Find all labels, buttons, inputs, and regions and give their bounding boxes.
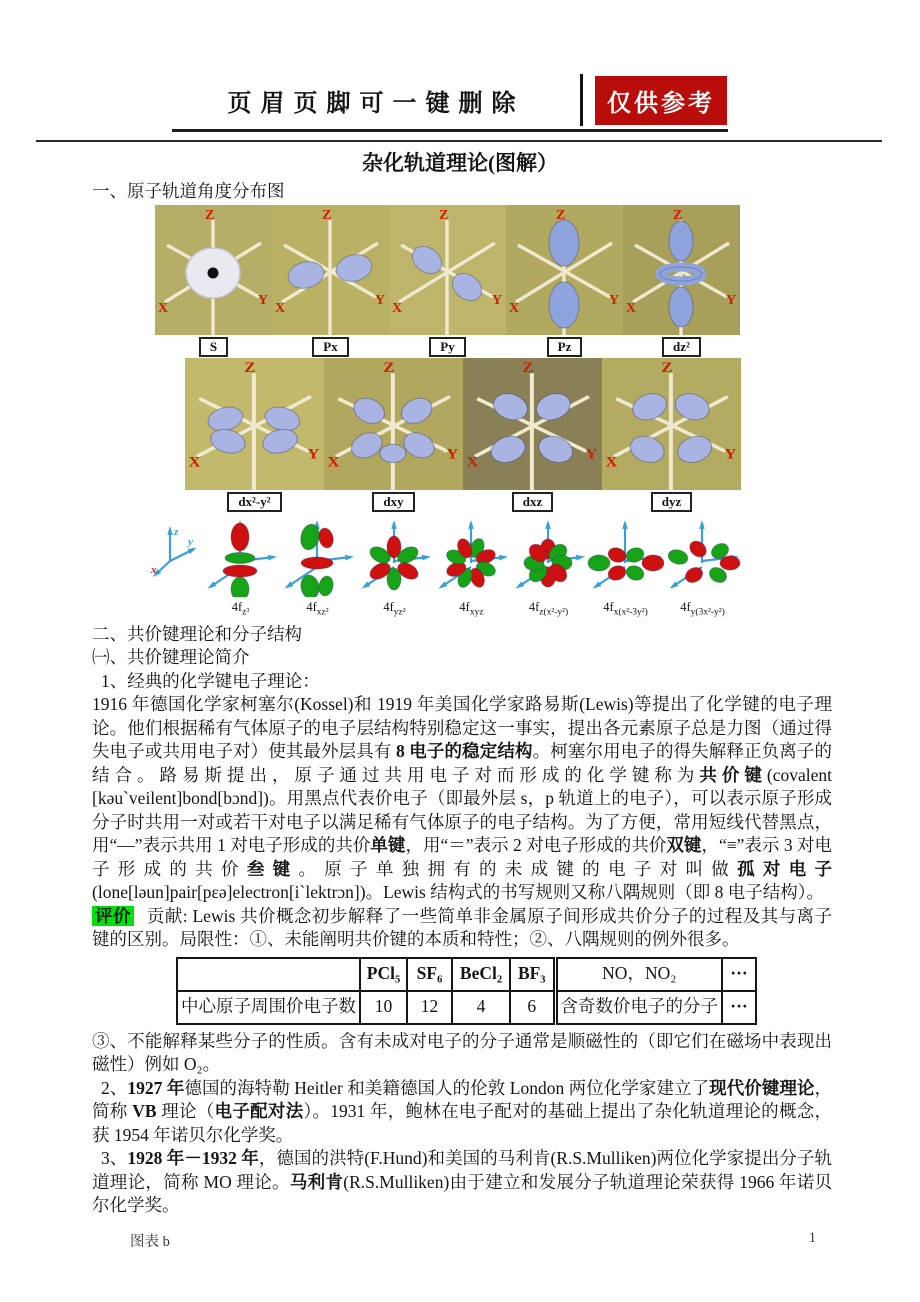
f-label-base: 4f xyxy=(603,600,614,614)
table-cell: 10 xyxy=(360,991,407,1024)
text-segment: 。原子单独拥有的未成键的电子对叫做 xyxy=(298,858,738,879)
f-orbital-label-fz3 xyxy=(232,601,250,620)
svg-text:X: X xyxy=(158,301,169,316)
f-axes-glyph xyxy=(150,517,202,588)
svg-text:Z: Z xyxy=(439,208,449,223)
svg-text:X: X xyxy=(626,301,637,316)
evaluation-highlight: 评价 xyxy=(92,906,134,926)
f-orbital-cell-fzx2y2 xyxy=(510,517,587,620)
svg-text:Y: Y xyxy=(446,446,459,463)
valence-electron-table xyxy=(176,957,757,1025)
orbital-label-dxy: dxy xyxy=(372,492,414,512)
svg-text:Y: Y xyxy=(258,293,269,308)
svg-text:X: X xyxy=(188,454,201,471)
orbital-label-dxz: dxz xyxy=(512,492,554,512)
f-orbital-image-fzx2y2 xyxy=(510,517,587,602)
f-orbital-cell-fxyz xyxy=(433,517,510,620)
f-orbital-cell-fxx23y2 xyxy=(587,517,664,620)
section-heading-covalent: 二、共价键理论和分子结构 xyxy=(92,623,302,644)
section-heading-orbitals: 一、原子轨道角度分布图 xyxy=(92,181,285,201)
table-cell: 4 xyxy=(452,991,510,1024)
text-segment: ，简称 xyxy=(92,1077,833,1121)
f-orbital-image-fxz2 xyxy=(279,517,356,602)
orbital-cell-s xyxy=(155,205,272,358)
f-orbital-row xyxy=(150,517,920,620)
orbital-label-px: Px xyxy=(312,337,348,357)
text-segment: 理论（ xyxy=(156,1101,215,1121)
f-label-subscript: yz² xyxy=(393,607,406,618)
f-label-base: 4f xyxy=(383,600,394,614)
header-note: 页眉页脚可一键删除 xyxy=(227,90,525,117)
orbital-label-dz2: dz² xyxy=(662,337,701,357)
f-orbital-image-fz3 xyxy=(202,517,279,602)
text-segment: 德国的海特勒 Heitler 和美籍德国人的伦敦 London 两位化学家建立了 xyxy=(184,1077,710,1098)
f-label-subscript: z³ xyxy=(242,607,250,618)
svg-text:X: X xyxy=(466,454,479,471)
table-cell: PCl₅ xyxy=(360,958,407,991)
f-label-base: 4f xyxy=(306,600,317,614)
paragraph-limitation-3: ③、不能解释某些分子的性质。含有未成对电子的分子通常是顺磁性的（即它们在磁场中表现出磁性）例如 O₂。 xyxy=(92,1030,832,1074)
table-cell: SF₆ xyxy=(407,958,452,991)
text-segment: 马利肯 xyxy=(289,1171,344,1192)
svg-text:X: X xyxy=(509,301,520,316)
paragraph-evaluation xyxy=(92,905,832,952)
orbital-label-row xyxy=(272,335,389,358)
f-orbital-image-fxx23y2 xyxy=(587,517,664,602)
svg-text:Y: Y xyxy=(726,293,737,308)
page-header xyxy=(0,0,920,142)
text-segment: 1928 年－1932 年 xyxy=(127,1148,259,1168)
text-segment: 现代价键理论 xyxy=(709,1077,815,1098)
f-orbital-label-fxz2 xyxy=(306,601,328,620)
text-segment: (lone[ləun]pair[pɛə]electron[i`lektrɔn])。Lewis 结构式的书写规则又称八隅规则（即 8 电子结构）。 xyxy=(92,882,824,902)
table-cell: BF₃ xyxy=(510,958,555,991)
f-orbital-label-fzx2y2 xyxy=(529,601,568,620)
paragraph-1928-mo-theory xyxy=(92,1147,832,1218)
svg-text:Y: Y xyxy=(375,293,386,308)
svg-text:Z: Z xyxy=(661,360,673,376)
table-cell: 中心原子周围价电子数 xyxy=(177,991,360,1024)
orbital-label-row xyxy=(463,490,602,513)
header-rule-long xyxy=(36,140,882,142)
f-orbital-cell-fz3 xyxy=(202,517,279,620)
svg-text:Z: Z xyxy=(205,208,215,223)
orbital-label-row xyxy=(602,490,741,513)
orbital-label-row xyxy=(155,335,272,358)
orbital-cell-dz2 xyxy=(623,205,740,358)
svg-text:Z: Z xyxy=(322,208,332,223)
heading-classical-theory: 1、经典的化学键电子理论： xyxy=(101,670,320,691)
orbital-label-pz: Pz xyxy=(547,337,583,357)
orbital-photo-s xyxy=(155,205,272,335)
paragraph-1927-vb-theory xyxy=(92,1077,832,1148)
text-segment: (covalent [kəu`veilent]bond[bɔnd])。用黑点代表价电子（即最外层 s，p 轨道上的电子），可以表示原子形成分子时共用一对或若干对电子以满足稀有气体原子的电子结构。为了方便，常用短线代替黑点，用“—”表示共用 1 对电子形成的共价 xyxy=(92,764,833,855)
f-label-base: 4f xyxy=(528,600,540,614)
table-cell xyxy=(177,958,360,991)
orbital-cell-dxz xyxy=(463,358,602,513)
table-cell: ··· xyxy=(722,991,756,1024)
svg-text:Y: Y xyxy=(307,446,320,463)
table-cell: 含奇数价电子的分子 xyxy=(555,991,722,1024)
table-cell: 6 xyxy=(510,991,555,1024)
svg-text:Y: Y xyxy=(492,293,503,308)
f-orbital-label-fxyz xyxy=(459,601,483,620)
text-segment: 单键 xyxy=(370,835,406,855)
orbital-photo-dyz xyxy=(602,358,741,490)
svg-text:y: y xyxy=(188,536,193,548)
svg-text:x: x xyxy=(151,564,157,576)
orbital-cell-pz xyxy=(506,205,623,358)
orbital-photo-px xyxy=(272,205,389,335)
text-segment: 8 电子的稳定结构 xyxy=(396,741,533,761)
page-title: 杂化轨道理论(图解） xyxy=(362,151,558,175)
table-data-row xyxy=(177,991,756,1024)
orbital-label-row xyxy=(324,490,463,513)
orbital-photo-row-2 xyxy=(185,358,920,513)
svg-text:Z: Z xyxy=(383,360,395,376)
header-rule-short xyxy=(172,129,728,132)
f-orbital-cell-fyz2 xyxy=(356,517,433,620)
text-segment: 孤对电子 xyxy=(737,858,833,879)
f-label-subscript: z(x²-y²) xyxy=(539,607,569,618)
text-segment: VB xyxy=(132,1101,157,1121)
f-label-subscript: xz² xyxy=(316,607,329,618)
text-segment: ，“≡”表示 3 对电子形成的共价 xyxy=(92,835,832,879)
text-segment: 1916 年德国化学家柯塞尔(Kossel)和 1919 年美国化学家路易斯(Lewis)等提出了化学键的电子理论。他们根据稀有气体原子的电子层结构特别稳定这一事实，提出各元素原子总是力图（通过得失电子或共用电子对）使其最外层具有 xyxy=(92,694,832,761)
orbital-photo-dxy xyxy=(324,358,463,490)
svg-text:X: X xyxy=(327,454,340,471)
table-cell: NO，NO₂ xyxy=(555,958,722,991)
table-cell: 12 xyxy=(407,991,452,1024)
f-orbital-label-fyz2 xyxy=(383,601,405,620)
orbital-label-row xyxy=(623,335,740,358)
text-segment: ，用“＝”表示 2 对电子形成的共价 xyxy=(405,835,667,855)
f-orbital-cell-fy3x2y2 xyxy=(664,517,741,620)
orbital-photo-dz2 xyxy=(623,205,740,335)
orbital-photo-dxz xyxy=(463,358,602,490)
orbital-cell-dx2y2 xyxy=(185,358,324,513)
orbital-label-s: S xyxy=(199,337,228,357)
f-orbital-label-fxx23y2 xyxy=(603,601,648,620)
f-orbital-label-fy3x2y2 xyxy=(680,601,725,620)
orbital-photo-dx2y2 xyxy=(185,358,324,490)
svg-text:Z: Z xyxy=(522,360,534,376)
svg-text:z: z xyxy=(174,526,179,538)
svg-text:X: X xyxy=(275,301,286,316)
body-text xyxy=(92,623,832,1218)
text-segment: 3、 xyxy=(101,1148,128,1168)
f-orbital-image-fyz2 xyxy=(356,517,433,602)
svg-text:Z: Z xyxy=(556,208,566,223)
orbital-label-row xyxy=(506,335,623,358)
table-header-row xyxy=(177,958,756,991)
text-segment: 1927 年 xyxy=(127,1077,185,1098)
footer-caption: 图表 b xyxy=(130,1234,170,1250)
f-orbital-image-fy3x2y2 xyxy=(664,517,741,602)
orbital-label-row xyxy=(389,335,506,358)
orbital-photo-py xyxy=(389,205,506,335)
table-cell: BeCl₂ xyxy=(452,958,510,991)
svg-text:Y: Y xyxy=(585,446,598,463)
f-label-base: 4f xyxy=(231,600,243,614)
reference-only-badge: 仅供参考 xyxy=(595,76,727,125)
orbital-cell-px xyxy=(272,205,389,358)
header-divider-vertical xyxy=(580,74,583,126)
f-label-subscript: xyz xyxy=(469,607,484,618)
text-segment: 贡献: Lewis 共价概念初步解释了一些简单非金属原子间形成共价分子的过程及其与离子键的区别。局限性：①、未能阐明共价键的本质和特性；②、八隅规则的例外很多。 xyxy=(92,905,832,949)
text-segment: ）。1931 年，鲍林在电子配对的基础上提出了杂化轨道理论的概念，获 1954 年诺贝尔化学奖。 xyxy=(92,1101,833,1145)
orbital-label-py: Py xyxy=(429,337,465,357)
orbital-label-dx2y2: dx²-y² xyxy=(227,492,281,512)
svg-text:Y: Y xyxy=(724,446,737,463)
f-label-subscript: y(3x²-y²) xyxy=(690,607,725,618)
table-cell: ··· xyxy=(722,958,756,991)
paragraph-classical-theory xyxy=(92,693,832,905)
orbital-photo-row-1 xyxy=(155,205,920,358)
orbital-label-dyz: dyz xyxy=(651,492,693,512)
f-label-base: 4f xyxy=(459,600,470,614)
text-segment: 叁键 xyxy=(246,858,299,879)
text-segment: 2、 xyxy=(101,1077,128,1098)
svg-text:Z: Z xyxy=(673,208,683,223)
subsection-heading-covalent-intro: ㈠、共价键理论简介 xyxy=(92,647,250,667)
text-segment: (R.S.Mulliken)由于建立和发展分子轨道理论荣获得 1966 年诺贝尔化学奖。 xyxy=(92,1171,833,1215)
orbital-cell-dxy xyxy=(324,358,463,513)
svg-text:X: X xyxy=(605,454,618,471)
f-label-base: 4f xyxy=(680,600,691,614)
f-orbital-cell-fxz2 xyxy=(279,517,356,620)
orbital-photo-pz xyxy=(506,205,623,335)
svg-text:Y: Y xyxy=(609,293,620,308)
orbital-label-row xyxy=(185,490,324,513)
text-segment: 双键 xyxy=(666,835,702,855)
f-orbital-image-fxyz xyxy=(433,517,510,602)
svg-text:X: X xyxy=(392,301,403,316)
orbital-cell-dyz xyxy=(602,358,741,513)
page-footer xyxy=(0,1230,920,1250)
text-segment: 。柯塞尔用电子的得失解释正负离子的结合。路易斯提出，原子通过共用电子对而形成的化学键称为 xyxy=(92,741,833,785)
f-label-subscript: x(x²-3y²) xyxy=(613,607,648,618)
orbital-cell-py xyxy=(389,205,506,358)
svg-text:Z: Z xyxy=(244,360,256,376)
text-segment: ，德国的洪特(F.Hund)和美国的马利肯(R.S.Mulliken)两位化学家提出分子轨道理论，简称 MO 理论。 xyxy=(92,1148,833,1192)
text-segment: 共价键 xyxy=(699,764,767,785)
page-number: 1 xyxy=(808,1230,816,1246)
text-segment: 电子配对法 xyxy=(214,1101,304,1121)
